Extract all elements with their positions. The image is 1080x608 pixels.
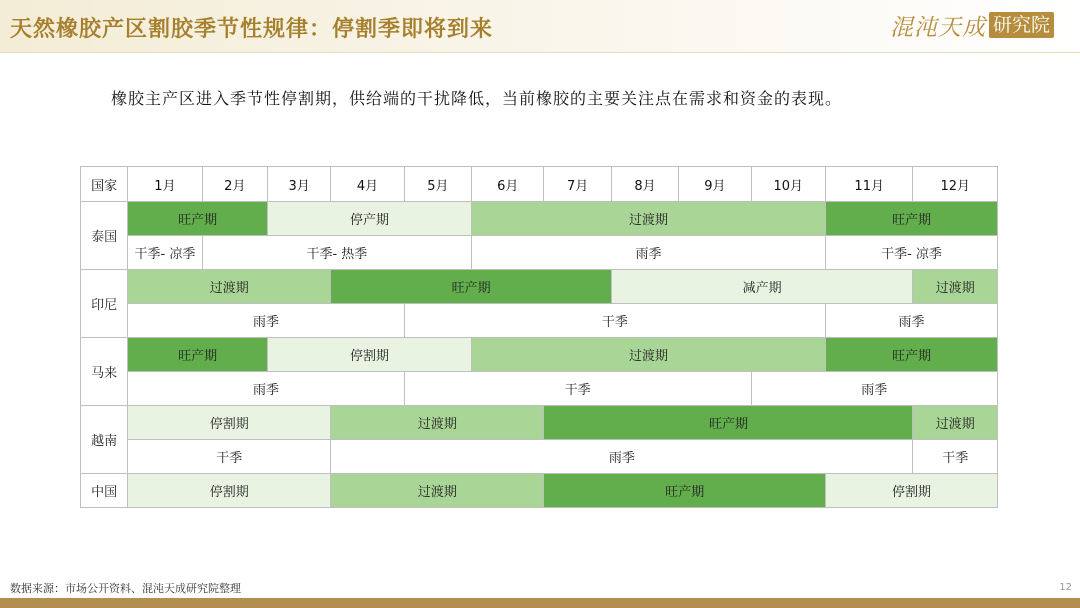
month-header: 9月 xyxy=(679,167,751,202)
phase-cell-stop: 停割期 xyxy=(267,338,471,372)
phase-cell-stop: 停割期 xyxy=(128,406,331,440)
month-header: 12月 xyxy=(913,167,998,202)
logo-script-text: 混沌天成 xyxy=(889,14,986,41)
data-source-note: 数据来源：市场公开资料、混沌天成研究院整理 xyxy=(10,582,241,595)
phase-cell-peak: 旺产期 xyxy=(825,338,997,372)
climate-cell: 雨季 xyxy=(128,304,404,338)
table-header-row xyxy=(81,167,998,202)
month-header: 11月 xyxy=(825,167,912,202)
country-label: 中国 xyxy=(81,474,128,508)
phase-cell-trans: 过渡期 xyxy=(331,406,544,440)
month-header: 8月 xyxy=(611,167,678,202)
phase-cell-reduce: 减产期 xyxy=(611,270,913,304)
phase-cell-peak: 旺产期 xyxy=(331,270,612,304)
climate-cell: 干季- 凉季 xyxy=(128,236,202,270)
phase-cell-peak: 旺产期 xyxy=(544,406,913,440)
phase-cell-peak: 旺产期 xyxy=(128,202,268,236)
production-phase-row xyxy=(81,270,998,304)
phase-cell-trans: 过渡期 xyxy=(913,406,998,440)
climate-cell: 干季- 热季 xyxy=(202,236,471,270)
phase-cell-trans: 过渡期 xyxy=(472,202,826,236)
production-phase-row xyxy=(81,202,998,236)
month-header: 2月 xyxy=(202,167,267,202)
production-phase-row xyxy=(81,406,998,440)
phase-cell-peak: 旺产期 xyxy=(128,338,268,372)
month-header: 4月 xyxy=(331,167,404,202)
country-label: 印尼 xyxy=(81,270,128,338)
page-title: 天然橡胶产区割胶季节性规律：停割季即将到来 xyxy=(10,17,494,42)
country-label: 泰国 xyxy=(81,202,128,270)
country-label: 马来 xyxy=(81,338,128,406)
month-header: 10月 xyxy=(751,167,825,202)
phase-cell-trans: 过渡期 xyxy=(472,338,826,372)
month-header: 1月 xyxy=(128,167,202,202)
climate-season-row xyxy=(81,236,998,270)
climate-cell: 干季 xyxy=(404,372,751,406)
climate-cell: 雨季 xyxy=(128,372,404,406)
month-header: 6月 xyxy=(472,167,544,202)
climate-season-row xyxy=(81,372,998,406)
phase-cell-peak: 旺产期 xyxy=(544,474,826,508)
summary-text: 橡胶主产区进入季节性停割期，供给端的干扰降低，当前橡胶的主要关注点在需求和资金的表现。 xyxy=(111,89,843,108)
phase-cell-trans: 过渡期 xyxy=(913,270,998,304)
production-phase-row xyxy=(81,338,998,372)
climate-season-row xyxy=(81,440,998,474)
climate-cell: 雨季 xyxy=(751,372,997,406)
month-header: 7月 xyxy=(544,167,611,202)
country-label: 越南 xyxy=(81,406,128,474)
climate-cell: 雨季 xyxy=(825,304,997,338)
production-phase-row xyxy=(81,474,998,508)
page-number: 12 xyxy=(1059,582,1072,593)
header-bar xyxy=(0,0,1080,52)
climate-season-row xyxy=(81,304,998,338)
phase-cell-stop: 停割期 xyxy=(128,474,331,508)
climate-cell: 干季 xyxy=(128,440,331,474)
header-divider xyxy=(0,52,1080,53)
bottom-accent-bar xyxy=(0,598,1080,608)
climate-cell: 雨季 xyxy=(331,440,913,474)
phase-cell-stop: 停产期 xyxy=(267,202,471,236)
climate-cell: 干季- 凉季 xyxy=(825,236,997,270)
logo-box-text: 研究院 xyxy=(989,12,1054,38)
month-header: 5月 xyxy=(404,167,471,202)
phase-cell-stop: 停割期 xyxy=(825,474,997,508)
tapping-season-table xyxy=(80,166,998,508)
phase-cell-trans: 过渡期 xyxy=(128,270,331,304)
month-header: 3月 xyxy=(267,167,330,202)
climate-cell: 雨季 xyxy=(472,236,826,270)
phase-cell-trans: 过渡期 xyxy=(331,474,544,508)
climate-cell: 干季 xyxy=(404,304,825,338)
phase-cell-peak: 旺产期 xyxy=(825,202,997,236)
company-logo xyxy=(890,10,1054,40)
corner-header: 国家 xyxy=(81,167,128,202)
climate-cell: 干季 xyxy=(913,440,998,474)
